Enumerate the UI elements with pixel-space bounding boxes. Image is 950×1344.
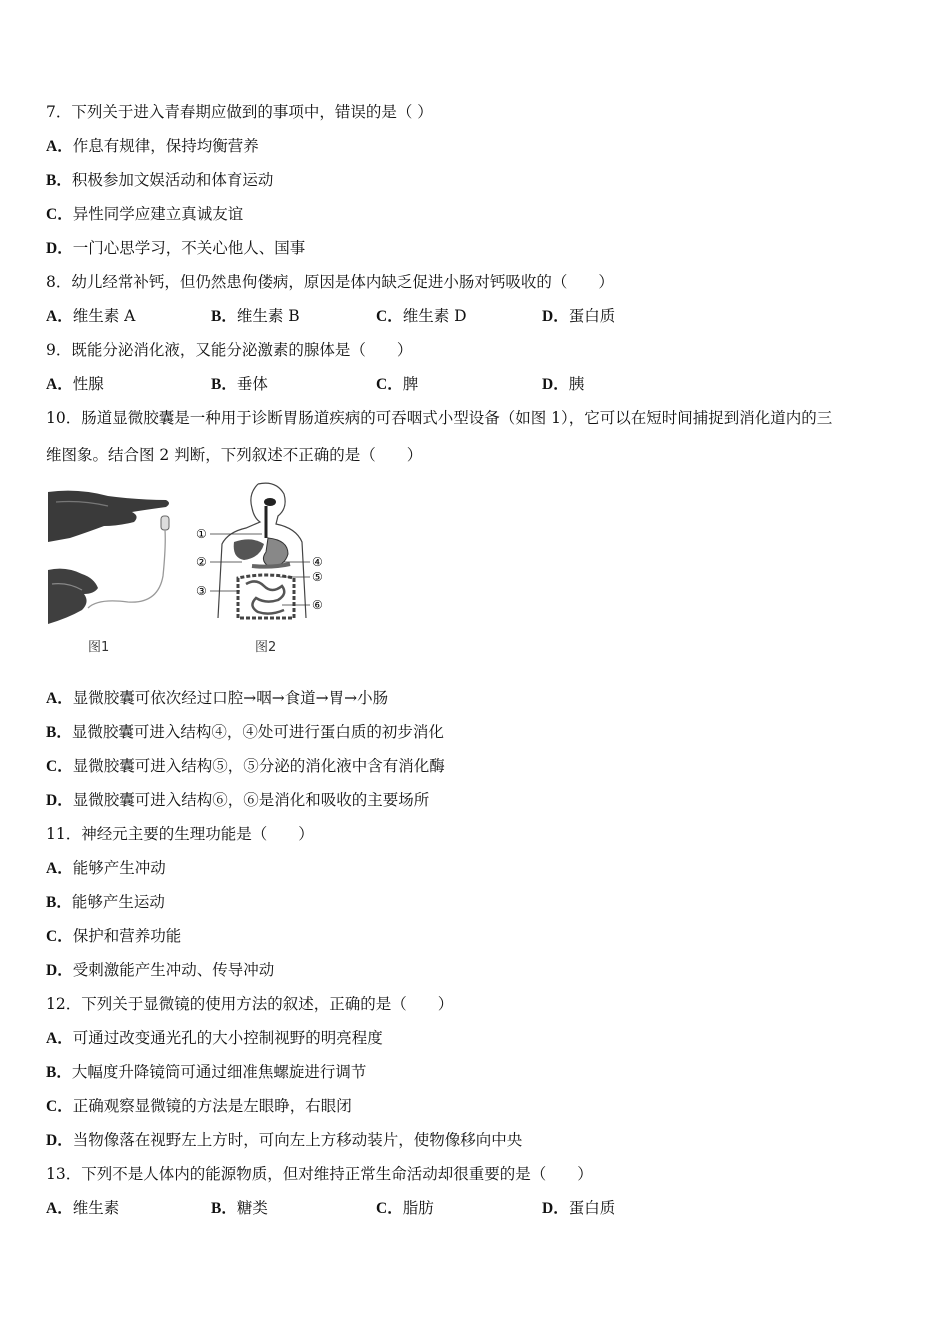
label-3: ③ <box>196 584 207 598</box>
q9-option-a <box>46 373 104 396</box>
option-letter: A． <box>46 308 73 325</box>
q9-option-b <box>211 373 268 396</box>
option-letter: D． <box>542 308 569 325</box>
option-text: 能够产生运动 <box>71 893 165 911</box>
q13-options-row <box>46 1197 906 1219</box>
q12-option-d <box>46 1129 522 1152</box>
q11-option-c <box>46 925 181 948</box>
option-letter: C． <box>46 928 73 945</box>
option-letter: D． <box>46 1132 73 1149</box>
question-10-stem-line2: 维图象。结合图 2 判断，下列叙述不正确的是（ ） <box>46 446 423 464</box>
option-letter: B． <box>46 1064 72 1081</box>
option-letter: B． <box>46 894 72 911</box>
q9-options-row <box>46 373 906 395</box>
q13-option-a <box>46 1197 119 1220</box>
q12-option-c <box>46 1095 352 1118</box>
q12-option-a <box>46 1027 383 1050</box>
q12-option-b <box>46 1061 366 1084</box>
q8-options-row <box>46 305 906 327</box>
option-text: 性腺 <box>72 375 104 393</box>
option-letter: A． <box>46 138 73 155</box>
question-13-stem: 13．下列不是人体内的能源物质，但对维持正常生命活动却很重要的是（ ） <box>46 1165 593 1183</box>
q10-option-c <box>46 755 445 778</box>
q7-option-c <box>46 203 243 226</box>
q8-option-c <box>376 305 467 328</box>
option-text: 显微胶囊可进入结构⑤，⑤分泌的消化液中含有消化酶 <box>72 757 445 775</box>
q9-option-c <box>376 373 418 396</box>
q10-option-b <box>46 721 444 744</box>
option-letter: C． <box>376 376 403 393</box>
q10-option-d <box>46 789 429 812</box>
q10-option-a <box>46 687 388 710</box>
option-text: 作息有规律，保持均衡营养 <box>72 137 259 155</box>
option-letter: D． <box>542 376 569 393</box>
option-letter: B． <box>211 308 237 325</box>
option-text: 显微胶囊可进入结构④，④处可进行蛋白质的初步消化 <box>71 723 444 741</box>
option-text: 大幅度升降镜筒可通过细准焦螺旋进行调节 <box>71 1063 367 1081</box>
option-text: 可通过改变通光孔的大小控制视野的明亮程度 <box>72 1029 383 1047</box>
question-12-stem: 12．下列关于显微镜的使用方法的叙述，正确的是（ ） <box>46 995 454 1013</box>
q13-option-b <box>211 1197 268 1220</box>
option-text: 维生素 <box>72 1199 120 1217</box>
option-letter: C． <box>46 1098 73 1115</box>
option-letter: D． <box>46 240 73 257</box>
q11-option-d <box>46 959 274 982</box>
q8-option-d <box>542 305 615 328</box>
option-letter: A． <box>46 1200 73 1217</box>
option-text: 蛋白质 <box>568 1199 616 1217</box>
option-text: 当物像落在视野左上方时，可向左上方移动装片，使物像移向中央 <box>72 1131 523 1149</box>
option-letter: A． <box>46 690 73 707</box>
option-text: 异性同学应建立真诚友谊 <box>72 205 244 223</box>
option-text: 脂肪 <box>402 1199 434 1217</box>
figure-2-digestive-diagram <box>190 478 335 630</box>
option-letter: B． <box>46 172 72 189</box>
q9-option-d <box>542 373 584 396</box>
label-6: ⑥ <box>312 598 323 612</box>
option-letter: D． <box>46 792 73 809</box>
option-letter: B． <box>211 1200 237 1217</box>
option-letter: B． <box>46 724 72 741</box>
option-text: 脾 <box>402 375 419 393</box>
option-letter: C． <box>376 308 403 325</box>
option-letter: A． <box>46 860 73 877</box>
q7-option-d <box>46 237 305 260</box>
question-8-stem: 8．幼儿经常补钙，但仍然患佝偻病，原因是体内缺乏促进小肠对钙吸收的（ ） <box>46 273 614 291</box>
option-letter: D． <box>46 962 73 979</box>
option-text: 维生素 B <box>236 307 300 325</box>
option-text: 显微胶囊可依次经过口腔→咽→食道→胃→小肠 <box>72 689 389 707</box>
option-text: 糖类 <box>236 1199 268 1217</box>
option-letter: A． <box>46 1030 73 1047</box>
option-letter: C． <box>46 206 73 223</box>
figure-2-caption: 图2 <box>255 640 277 655</box>
label-1: ① <box>196 527 207 541</box>
option-text: 能够产生冲动 <box>72 859 166 877</box>
option-text: 受刺激能产生冲动、传导冲动 <box>72 961 275 979</box>
digestive-system-illustration <box>190 478 335 630</box>
q11-option-a <box>46 857 166 880</box>
q11-option-b <box>46 891 165 914</box>
q7-option-a <box>46 135 259 158</box>
q7-option-b <box>46 169 273 192</box>
capsule-hand-illustration <box>48 486 178 628</box>
option-letter: B． <box>211 376 237 393</box>
q13-option-c <box>376 1197 434 1220</box>
option-letter: A． <box>46 376 73 393</box>
figure-1-capsule-photo <box>48 486 178 628</box>
label-2: ② <box>196 555 207 569</box>
q8-option-a <box>46 305 135 328</box>
option-text: 垂体 <box>236 375 268 393</box>
option-letter: C． <box>46 758 73 775</box>
label-5: ⑤ <box>312 570 323 584</box>
option-text: 维生素 A <box>72 307 136 325</box>
q13-option-d <box>542 1197 615 1220</box>
q8-option-b <box>211 305 300 328</box>
option-text: 显微胶囊可进入结构⑥，⑥是消化和吸收的主要场所 <box>72 791 430 809</box>
label-4: ④ <box>312 555 323 569</box>
figure-1-caption: 图1 <box>88 640 110 655</box>
question-9-stem: 9．既能分泌消化液，又能分泌激素的腺体是（ ） <box>46 341 413 359</box>
question-11-stem: 11．神经元主要的生理功能是（ ） <box>46 825 314 843</box>
option-text: 保护和营养功能 <box>72 927 182 945</box>
option-text: 正确观察显微镜的方法是左眼睁，右眼闭 <box>72 1097 352 1115</box>
option-text: 蛋白质 <box>568 307 616 325</box>
question-7-stem: 7．下列关于进入青春期应做到的事项中，错误的是（ ） <box>46 103 433 121</box>
question-10-stem-line1: 10．肠道显微胶囊是一种用于诊断胃肠道疾病的可吞咽式小型设备（如图 1），它可以在短时间捕捉到消化道内的三 <box>46 409 833 427</box>
option-text: 胰 <box>568 375 585 393</box>
option-text: 维生素 D <box>402 307 467 325</box>
option-letter: C． <box>376 1200 403 1217</box>
option-text: 积极参加文娱活动和体育运动 <box>71 171 274 189</box>
option-letter: D． <box>542 1200 569 1217</box>
option-text: 一门心思学习，不关心他人、国事 <box>72 239 306 257</box>
